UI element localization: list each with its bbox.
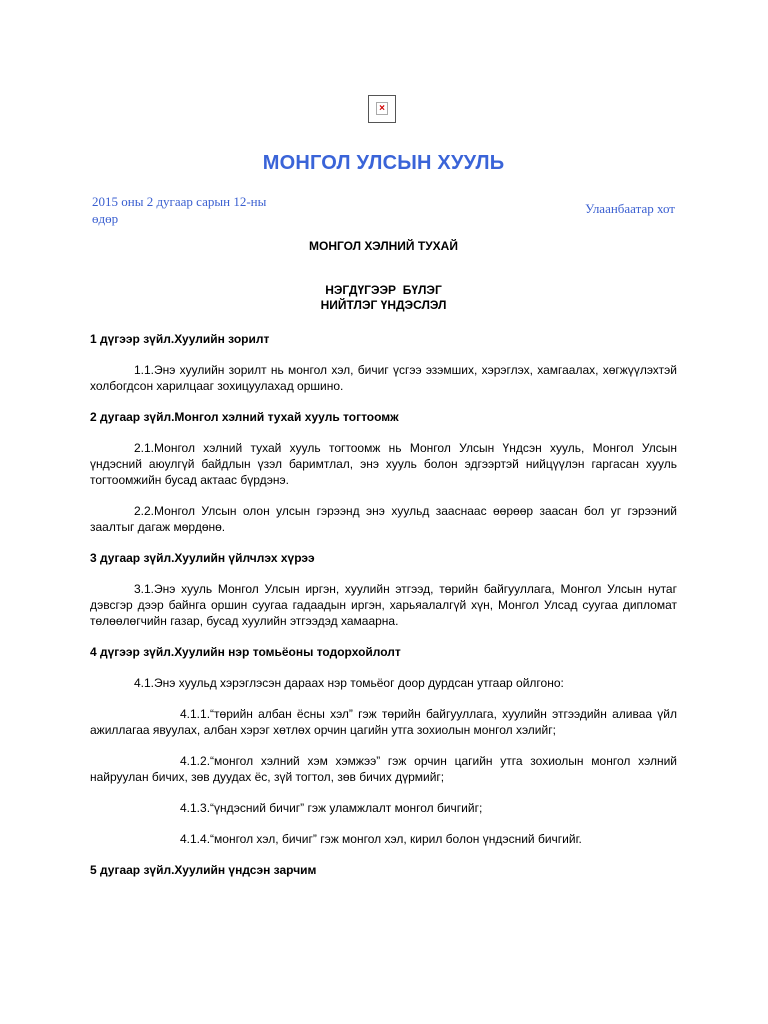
page-title: МОНГОЛ УЛСЫН ХУУЛЬ — [262, 152, 505, 174]
article-heading: 1 дүгээр зүйл.Хуулийн зорилт — [90, 332, 270, 346]
broken-image-icon — [368, 95, 396, 123]
article-heading: 5 дугаар зүйл.Хуулийн үндсэн зарчим — [90, 863, 317, 877]
city-label: Улаанбаатар хот — [585, 201, 675, 216]
date-line — [92, 193, 282, 227]
chapter-heading — [90, 283, 677, 313]
law-title: МОНГОЛ ХЭЛНИЙ ТУХАЙ — [309, 239, 458, 253]
article-paragraph: 3.1.Энэ хууль Монгол Улсын иргэн, хуулийн этгээд, төрийн байгууллага, Монгол Улсын нутаг дэвсгэр дээр байнга оршин суугаа гадаадын иргэн, харьяалалгүй хүн, Монгол Улсад суугаа дипломат төлөөлөгчийн газар, бусад хуулийн этгээдэд хамаарна. — [90, 582, 677, 628]
law-body — [90, 331, 677, 893]
article-paragraph: 4.1.Энэ хуульд хэрэглэсэн дараах нэр томьёог доор дурдсан утгаар ойлгоно: — [134, 676, 564, 690]
chapter-number: НЭГДҮГЭЭР БҮЛЭГ — [325, 283, 442, 297]
date-line-1: 2015 оны 2 дугаар сарын 12-ны — [92, 194, 267, 209]
article-subitem: 4.1.4.“монгол хэл, бичиг” гэж монгол хэл, кирил болон үндэсний бичгийг. — [180, 832, 582, 846]
article-paragraph: 2.2.Монгол Улсын олон улсын гэрээнд энэ хуульд зааснаас өөрөөр заасан бол уг гэрээний заалтыг дагаж мөрдөнө. — [90, 504, 677, 534]
article-subitem: 4.1.2.“монгол хэлний хэм хэмжээ” гэж орчин цагийн утга зохиолын монгол хэлний найруулан бичих, зөв дуудах ёс, зүй тогтол, зөв бичих дүрмийг; — [90, 754, 677, 784]
article-subitem: 4.1.3.“үндэсний бичиг” гэж уламжлалт монгол бичгийг; — [180, 801, 483, 815]
article-heading: 4 дүгээр зүйл.Хуулийн нэр томьёоны тодорхойлолт — [90, 645, 401, 659]
broken-image-cross-icon: × — [376, 102, 388, 115]
article-paragraph: 2.1.Монгол хэлний тухай хууль тогтоомж нь Монгол Улсын Үндсэн хууль, Монгол Улсын үндэсний аюулгүй байдлын үзэл баримтлал, энэ хууль болон эдгээртэй нийцүүлэн гаргасан хууль тогтоомжийн бусад актаас бүрдэнэ. — [90, 441, 677, 487]
article-paragraph: 1.1.Энэ хуулийн зорилт нь монгол хэл, бичиг үсгээ эзэмших, хэрэглэх, хамгаалах, хөгжүүлэхтэй холбогдсон харилцааг зохицуулахад оршино. — [90, 363, 677, 393]
article-heading: 2 дугаар зүйл.Монгол хэлний тухай хууль тогтоомж — [90, 410, 399, 424]
article-subitem: 4.1.1.“төрийн албан ёсны хэл” гэж төрийн байгууллага, хуулийн этгээдийн аливаа үйл ажиллагаа явуулах, албан хэрэг хөтлөх орчин цагийн утга зохиолын монгол хэлийг; — [90, 707, 677, 737]
date-line-2: өдөр — [92, 211, 119, 226]
chapter-title: НИЙТЛЭГ ҮНДЭСЛЭЛ — [320, 298, 447, 312]
article-heading: 3 дугаар зүйл.Хуулийн үйлчлэх хүрээ — [90, 551, 315, 565]
